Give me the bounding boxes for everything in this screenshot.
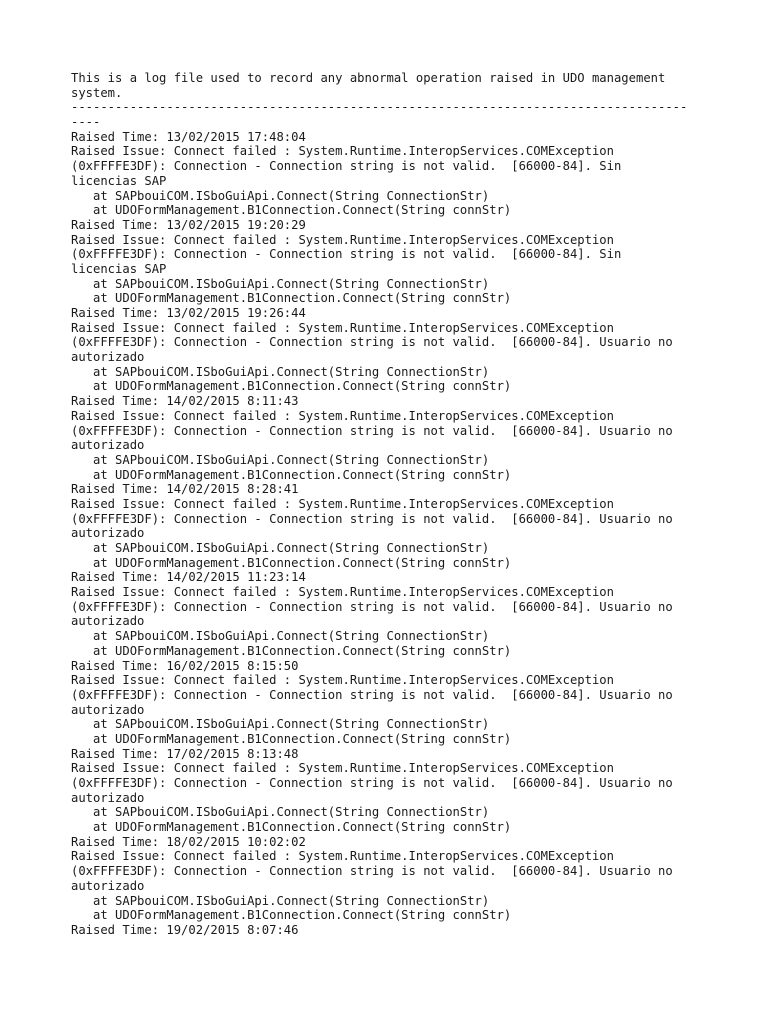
log-line: Raised Issue: Connect failed : System.Runtime.InteropServices.COMException xyxy=(71,673,614,688)
log-document xyxy=(71,71,711,938)
log-line: at SAPbouiCOM.ISboGuiApi.Connect(String ConnectionStr) xyxy=(71,893,490,908)
log-line: Raised Time: 16/02/2015 8:15:50 xyxy=(71,658,299,673)
log-line: Raised Issue: Connect failed : System.Runtime.InteropServices.COMException xyxy=(71,849,614,864)
log-line: at SAPbouiCOM.ISboGuiApi.Connect(String ConnectionStr) xyxy=(71,452,490,467)
log-line: Raised Time: 14/02/2015 8:28:41 xyxy=(71,482,299,497)
log-line: autorizado xyxy=(71,878,145,893)
log-line: at SAPbouiCOM.ISboGuiApi.Connect(String ConnectionStr) xyxy=(71,364,490,379)
log-line: at UDOFormManagement.B1Connection.Connect(String connStr) xyxy=(71,379,512,394)
log-line: Raised Time: 13/02/2015 17:48:04 xyxy=(71,129,306,144)
log-line: autorizado xyxy=(71,614,145,629)
log-line: (0xFFFFE3DF): Connection - Connection string is not valid. [66000-84]. Usuario no xyxy=(71,599,673,614)
log-line: autorizado xyxy=(71,790,145,805)
log-line: at SAPbouiCOM.ISboGuiApi.Connect(String ConnectionStr) xyxy=(71,717,490,732)
log-line: Raised Time: 14/02/2015 8:11:43 xyxy=(71,394,299,409)
log-line: Raised Issue: Connect failed : System.Runtime.InteropServices.COMException xyxy=(71,320,614,335)
log-line: Raised Issue: Connect failed : System.Runtime.InteropServices.COMException xyxy=(71,761,614,776)
log-line: Raised Time: 13/02/2015 19:26:44 xyxy=(71,306,306,320)
log-line: Raised Issue: Connect failed : System.Runtime.InteropServices.COMException xyxy=(71,408,614,423)
log-line: autorizado xyxy=(71,350,145,365)
log-line: at SAPbouiCOM.ISboGuiApi.Connect(String ConnectionStr) xyxy=(71,188,490,203)
log-line: Raised Time: 17/02/2015 8:13:48 xyxy=(71,746,299,761)
log-line: (0xFFFFE3DF): Connection - Connection string is not valid. [66000-84]. Usuario no xyxy=(71,335,673,350)
log-line: at SAPbouiCOM.ISboGuiApi.Connect(String ConnectionStr) xyxy=(71,629,490,644)
log-line: (0xFFFFE3DF): Connection - Connection string is not valid. [66000-84]. Usuario no xyxy=(71,776,673,790)
log-line: at SAPbouiCOM.ISboGuiApi.Connect(String ConnectionStr) xyxy=(71,541,490,555)
log-line: licencias SAP xyxy=(71,261,167,276)
log-line: autorizado xyxy=(71,702,145,717)
log-line: (0xFFFFE3DF): Connection - Connection string is not valid. [66000-84]. Usuario no xyxy=(71,511,673,526)
log-line: Raised Issue: Connect failed : System.Runtime.InteropServices.COMException xyxy=(71,144,614,159)
log-line: at UDOFormManagement.B1Connection.Connect(String connStr) xyxy=(71,203,512,218)
log-line: at UDOFormManagement.B1Connection.Connect(String connStr) xyxy=(71,467,512,482)
log-line: licencias SAP xyxy=(71,173,167,188)
log-line: (0xFFFFE3DF): Connection - Connection string is not valid. [66000-84]. Sin xyxy=(71,159,622,174)
log-line: (0xFFFFE3DF): Connection - Connection string is not valid. [66000-84]. Usuario no xyxy=(71,423,673,438)
log-line: at SAPbouiCOM.ISboGuiApi.Connect(String ConnectionStr) xyxy=(71,276,490,291)
log-line: This is a log file used to record any abnormal operation raised in UDO management xyxy=(71,71,666,85)
log-line: Raised Time: 14/02/2015 11:23:14 xyxy=(71,570,306,585)
log-separator: ------------------------------------------------------------------------------------ xyxy=(71,100,688,115)
log-line: at UDOFormManagement.B1Connection.Connect(String connStr) xyxy=(71,908,512,923)
log-line: autorizado xyxy=(71,438,145,453)
log-line: at UDOFormManagement.B1Connection.Connect(String connStr) xyxy=(71,555,512,570)
log-line: at UDOFormManagement.B1Connection.Connect(String connStr) xyxy=(71,820,512,835)
log-line: system. xyxy=(71,85,123,100)
log-line: at UDOFormManagement.B1Connection.Connect(String connStr) xyxy=(71,731,512,746)
log-line: (0xFFFFE3DF): Connection - Connection string is not valid. [66000-84]. Sin xyxy=(71,247,622,262)
log-line: Raised Time: 13/02/2015 19:20:29 xyxy=(71,217,306,232)
log-separator: ---- xyxy=(71,115,101,130)
log-line: at SAPbouiCOM.ISboGuiApi.Connect(String ConnectionStr) xyxy=(71,805,490,820)
log-line: Raised Time: 18/02/2015 10:02:02 xyxy=(71,834,306,849)
log-line: at UDOFormManagement.B1Connection.Connect(String connStr) xyxy=(71,643,512,658)
log-line: at UDOFormManagement.B1Connection.Connect(String connStr) xyxy=(71,291,512,306)
log-line: Raised Issue: Connect failed : System.Runtime.InteropServices.COMException xyxy=(71,496,614,511)
log-line: Raised Issue: Connect failed : System.Runtime.InteropServices.COMException xyxy=(71,232,614,247)
log-line: Raised Time: 19/02/2015 8:07:46 xyxy=(71,922,299,937)
log-line: autorizado xyxy=(71,526,145,541)
log-line: (0xFFFFE3DF): Connection - Connection string is not valid. [66000-84]. Usuario no xyxy=(71,864,673,879)
log-line: Raised Issue: Connect failed : System.Runtime.InteropServices.COMException xyxy=(71,585,614,600)
log-line: (0xFFFFE3DF): Connection - Connection string is not valid. [66000-84]. Usuario no xyxy=(71,687,673,702)
